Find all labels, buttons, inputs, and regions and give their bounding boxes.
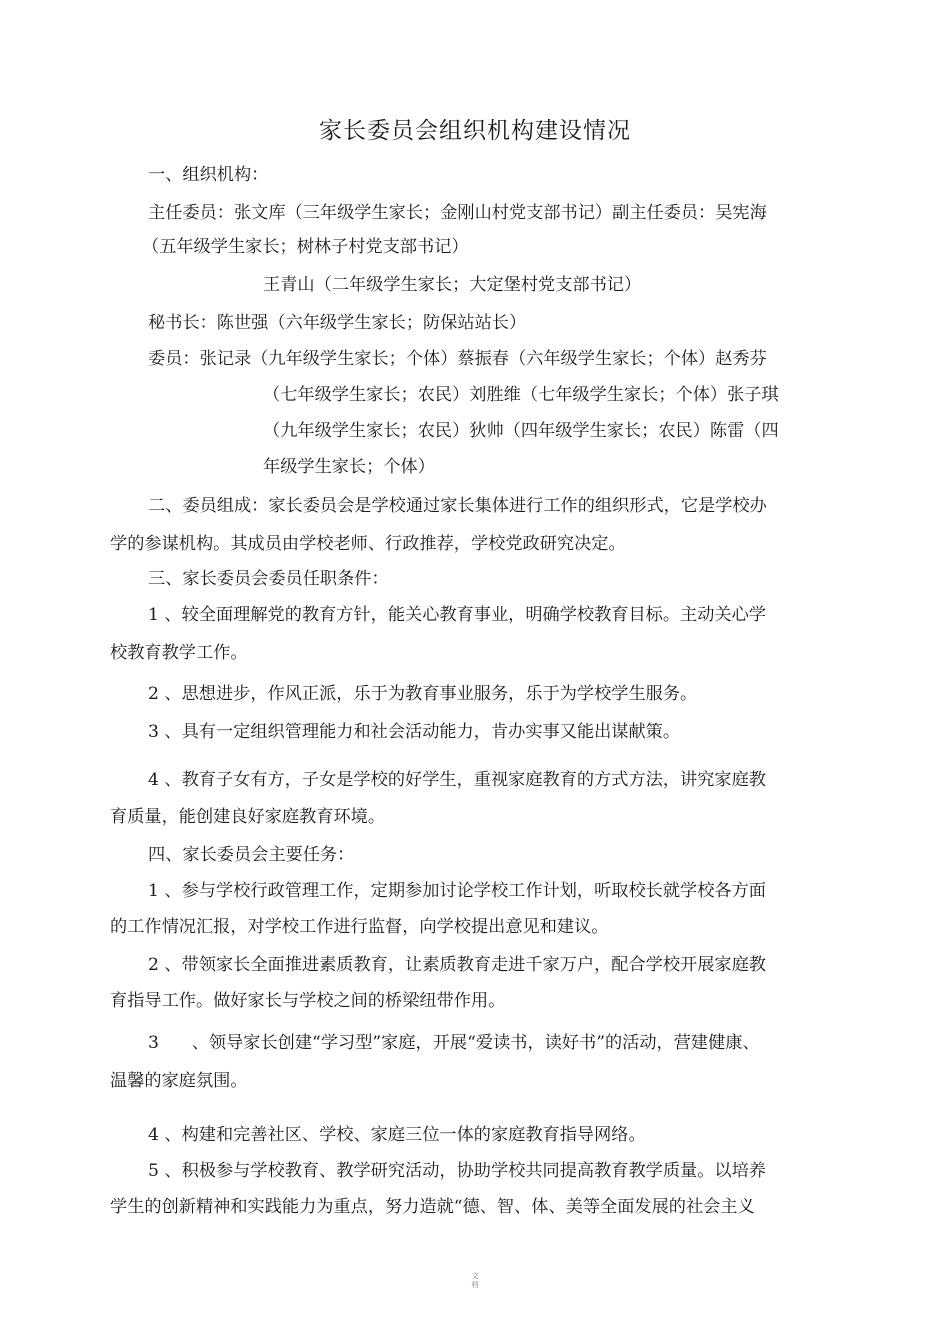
body-line: 学生的创新精神和实践能力为重点，努力造就“德、智、体、美等全面发展的社会主义: [110, 1197, 755, 1217]
body-line: 校教育教学工作。: [110, 643, 248, 663]
body-line: 4 、构建和完善社区、学校、家庭三位一体的家庭教育指导网络。: [148, 1125, 646, 1145]
body-line: （七年级学生家长；农民）刘胜维（七年级学生家长；个体）张子琪: [263, 385, 779, 405]
body-line: 3 、具有一定组织管理能力和社会活动能力，肯办实事又能出谋献策。: [148, 722, 681, 742]
body-line: 委员：张记录（九年级学生家长；个体）蔡振春（六年级学生家长；个体）赵秀芬: [148, 349, 767, 369]
body-line: 主任委员：张文库（三年级学生家长；金刚山村党支部书记）副主任委员：吴宪海: [148, 203, 767, 223]
body-line: 学的参谋机构。其成员由学校老师、行政推荐，学校党政研究决定。: [110, 534, 626, 554]
body-line: 1 、参与学校行政管理工作，定期参加讨论学校工作计划，听取校长就学校各方面: [148, 881, 766, 901]
footer-mark: 档: [471, 1281, 479, 1289]
body-line: （九年级学生家长；农民）狄帅（四年级学生家长；农民）陈雷（四: [263, 421, 779, 441]
body-line: （五年级学生家长；树林子村党支部书记）: [142, 237, 469, 257]
section-heading-tasks: 四、家长委员会主要任务：: [148, 845, 355, 865]
body-line: 2 、带领家长全面推进素质教育，让素质教育走进千家万户，配合学校开展家庭教: [148, 955, 766, 975]
body-line: 二、委员组成：家长委员会是学校通过家长集体进行工作的组织形式，它是学校办: [148, 496, 767, 516]
body-line: 年级学生家长；个体）: [263, 457, 435, 477]
body-line: 4 、教育子女有方，子女是学校的好学生，重视家庭教育的方式方法，讲究家庭教: [148, 770, 766, 790]
body-line: 王青山（二年级学生家长；大定堡村党支部书记）: [263, 275, 642, 295]
body-line: 秘书长：陈世强（六年级学生家长；防保站站长）: [148, 313, 527, 333]
body-line: 育指导工作。做好家长与学校之间的桥梁纽带作用。: [110, 991, 506, 1011]
body-line: 温馨的家庭氛围。: [110, 1071, 248, 1091]
body-line: 5 、积极参与学校教育、教学研究活动，协助学校共同提高教育教学质量。以培养: [148, 1161, 766, 1181]
body-line: 2 、思想进步，作风正派，乐于为教育事业服务，乐于为学校学生服务。: [148, 684, 698, 704]
document-title: 家长委员会组织机构建设情况: [319, 118, 631, 144]
body-line: 的工作情况汇报，对学校工作进行监督，向学校提出意见和建议。: [110, 917, 609, 937]
body-line: 1 、较全面理解党的教育方针，能关心教育事业，明确学校教育目标。主动关心学: [148, 605, 766, 625]
body-line: 育质量，能创建良好家庭教育环境。: [110, 807, 386, 827]
section-heading-org: 一、组织机构：: [148, 165, 269, 185]
section-heading-conditions: 三、家长委员会委员任职条件：: [148, 569, 389, 589]
footer-mark: 文: [471, 1272, 479, 1280]
body-line: 3 、领导家长创建“学习型”家庭，开展“爱读书，读好书”的活动，营建健康、: [148, 1033, 760, 1053]
